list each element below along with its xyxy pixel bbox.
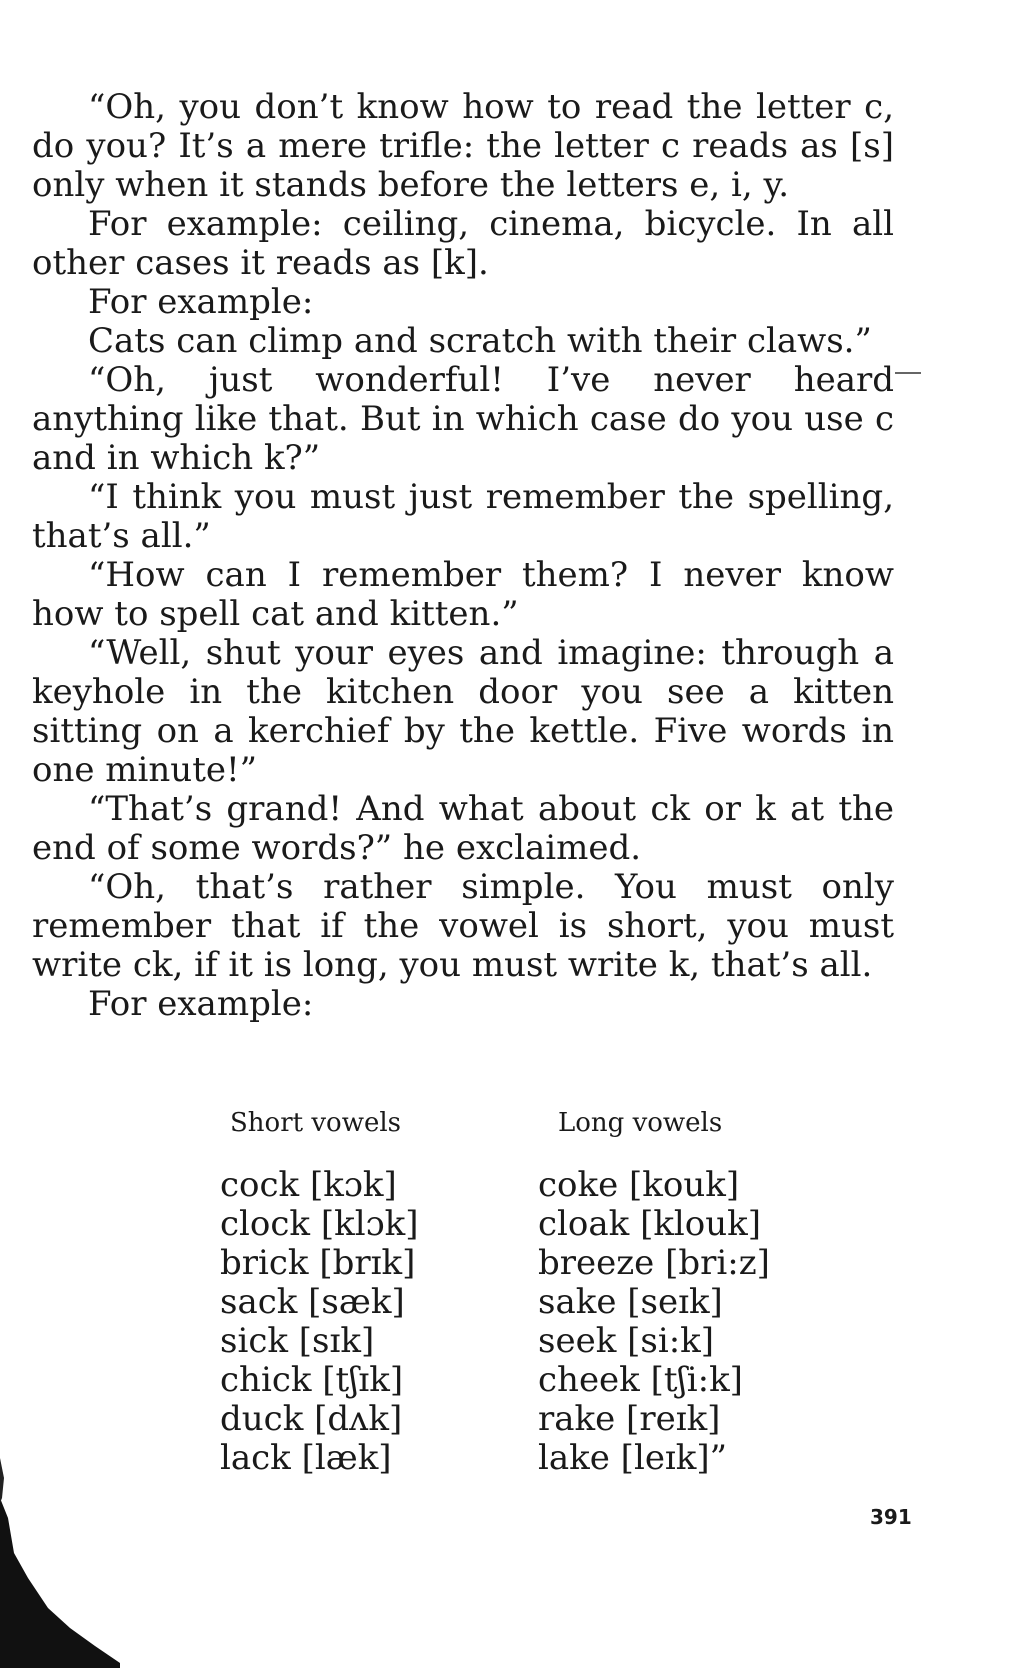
- page-number: 391: [870, 1505, 912, 1529]
- table-row: sake [seɪk]: [538, 1282, 723, 1322]
- table-row: brick [brɪk]: [220, 1243, 416, 1283]
- paragraph: “Oh, that’s rather simple. You must only remember that if the vowel is short, you must write ck, if it is long, you must write k, that’s all.: [32, 867, 894, 985]
- body-text: [32, 88, 894, 1024]
- margin-mark: [895, 372, 921, 374]
- table-row: coke [kouk]: [538, 1165, 740, 1205]
- paragraph: “Oh, you don’t know how to read the letter c, do you? It’s a mere trifle: the letter c reads as [s] only when it stands before the letters e, i, y.: [32, 87, 894, 205]
- table-row: lack [læk]: [220, 1438, 392, 1478]
- table-row: rake [reɪk]: [538, 1399, 721, 1439]
- paragraph: For example: ceiling, cinema, bicycle. In all other cases it reads as [k].: [32, 204, 894, 283]
- paragraph: Cats can climp and scratch with their claws.”: [88, 321, 872, 361]
- table-row: cloak [klouk]: [538, 1204, 762, 1244]
- long-vowels-header: Long vowels: [558, 1108, 723, 1138]
- table-row: cheek [tʃi:k]: [538, 1360, 743, 1400]
- paragraph: “Oh, just wonderful! I’ve never heard anything like that. But in which case do you use c and in which k?”: [32, 360, 894, 478]
- paragraph: “Well, shut your eyes and imagine: through a keyhole in the kitchen door you see a kitten sitting on a kerchief by the kettle. Five words in one minute!”: [32, 633, 894, 790]
- table-row: clock [klɔk]: [220, 1204, 419, 1244]
- scan-shadow: [0, 1458, 120, 1668]
- short-vowels-column: [220, 1108, 520, 1478]
- paragraph: “How can I remember them? I never know how to spell cat and kitten.”: [32, 555, 894, 634]
- table-row: lake [leɪk]”: [538, 1438, 728, 1478]
- table-row: seek [si:k]: [538, 1321, 715, 1361]
- paragraph: For example:: [88, 984, 314, 1024]
- long-vowels-column: [538, 1108, 838, 1478]
- table-row: breeze [bri:z]: [538, 1243, 770, 1283]
- table-row: duck [dʌk]: [220, 1399, 403, 1439]
- paragraph: For example:: [88, 282, 314, 322]
- table-row: sick [sɪk]: [220, 1321, 375, 1361]
- short-vowels-header: Short vowels: [230, 1108, 401, 1138]
- paragraph: “I think you must just remember the spelling, that’s all.”: [32, 477, 894, 556]
- table-row: chick [tʃɪk]: [220, 1360, 404, 1400]
- table-row: sack [sæk]: [220, 1282, 405, 1322]
- table-row: cock [kɔk]: [220, 1165, 397, 1205]
- paragraph: “That’s grand! And what about ck or k at the end of some words?” he exclaimed.: [32, 789, 894, 868]
